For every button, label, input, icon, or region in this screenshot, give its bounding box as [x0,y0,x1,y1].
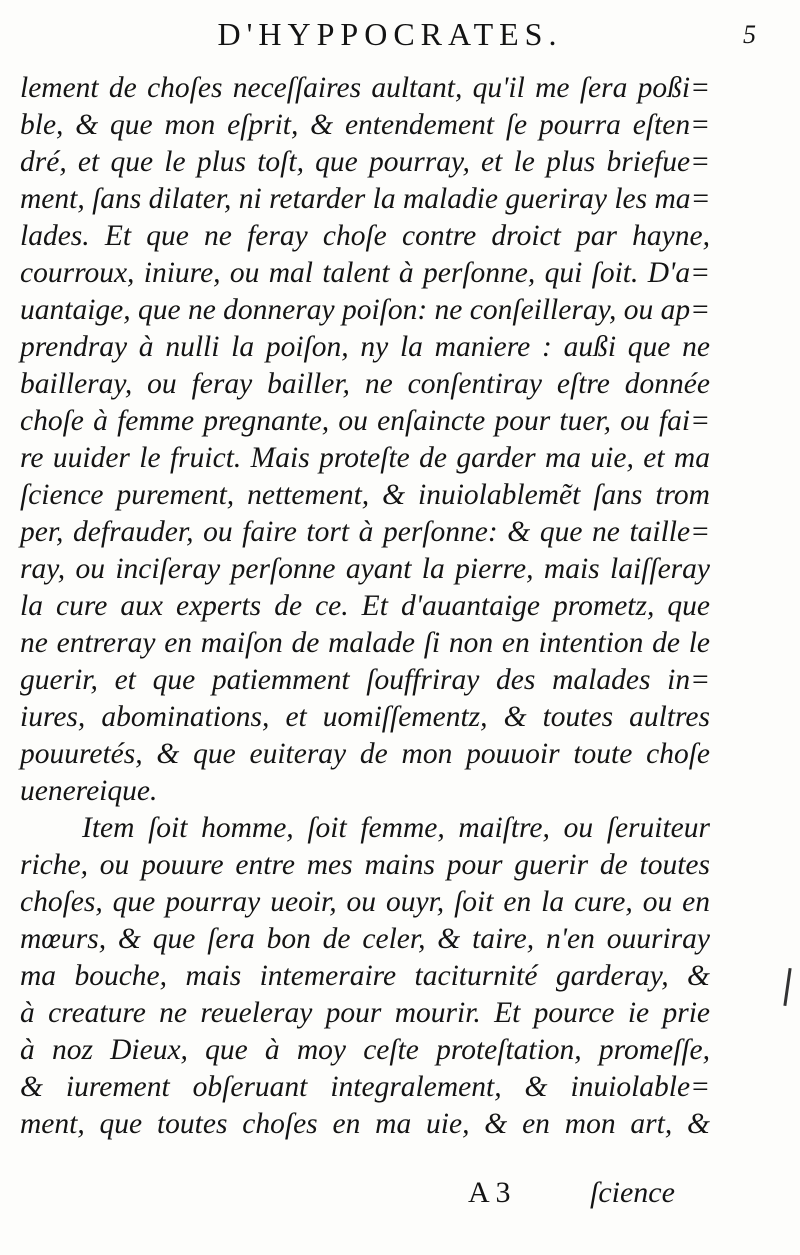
text-line: choſes, que pourray ueoir, ou ouyr, ſoit en la cure, ou en [20,886,710,918]
text-line: re uuider le fruict. Mais proteſte de garder ma uie, et ma [20,442,710,474]
body-text [20,70,710,1143]
text-line: à noz Dieux, que à moy ceſte proteſtation, promeſſe, [20,1034,710,1066]
page-number: 5 [743,20,756,49]
page-footer [0,1176,800,1216]
catchword: ſcience [590,1176,675,1209]
text-line: courroux, iniure, ou mal talent à perſonne, qui ſoit. D'a= [20,257,710,289]
text-line: ray, ou inciſeray perſonne ayant la pierre, mais laiſſeray [20,553,710,585]
text-line: bailleray, ou feray bailler, ne conſentiray eſtre donnée [20,368,710,400]
text-line: choſe à femme pregnante, ou enſaincte pour tuer, ou fai= [20,405,710,437]
text-line: prendray à nulli la poiſon, ny la maniere : außi que ne [20,331,710,363]
text-line: Item ſoit homme, ſoit femme, maiſtre, ou ſeruiteur [82,812,710,844]
text-line: mœurs, & que ſera bon de celer, & taire, n'en ouuriray [20,923,710,955]
margin-mark [783,968,791,1006]
text-line: riche, ou pouure entre mes mains pour guerir de toutes [20,849,710,881]
text-line: uenereique. [20,775,158,807]
text-line: ble, & que mon eſprit, & entendement ſe pourra eſten= [20,109,710,141]
text-line: pouuretés, & que euiteray de mon pouuoir toute choſe [20,738,710,770]
page-header [0,16,800,56]
text-line: lement de choſes neceſſaires aultant, qu'il me ſera poßi= [20,72,710,104]
signature-mark: A 3 [468,1176,511,1209]
text-line: iures, abominations, et uomiſſementz, & toutes aultres [20,701,710,733]
text-line: per, defrauder, ou faire tort à perſonne: & que ne taille= [20,516,710,548]
text-line: ſcience purement, nettement, & inuiolablemẽt ſans trom [20,479,710,511]
text-line: uantaige, que ne donneray poiſon: ne conſeilleray, ou ap= [20,294,711,326]
text-line: guerir, et que patiemment ſouffriray des malades in= [20,664,710,696]
text-line: à creature ne reueleray pour mourir. Et pource ie prie [20,997,710,1029]
text-line: la cure aux experts de ce. Et d'auantaige prometz, que [20,590,710,622]
text-line: dré, et que le plus toſt, que pourray, et le plus briefue= [20,146,710,178]
text-line: & iurement obſeruant integralement, & inuiolable= [20,1071,710,1103]
text-line: ment, que toutes choſes en ma uie, & en mon art, & [20,1108,710,1140]
text-line: lades. Et que ne feray choſe contre droict par hayne, [20,220,710,252]
running-head: D'HYPPOCRATES. [217,16,563,52]
text-line: ment, ſans dilater, ni retarder la maladie gueriray les ma= [20,183,711,215]
text-line: ma bouche, mais intemeraire taciturnité garderay, & [20,960,710,992]
text-line: ne entreray en maiſon de malade ſi non en intention de le [20,627,710,659]
